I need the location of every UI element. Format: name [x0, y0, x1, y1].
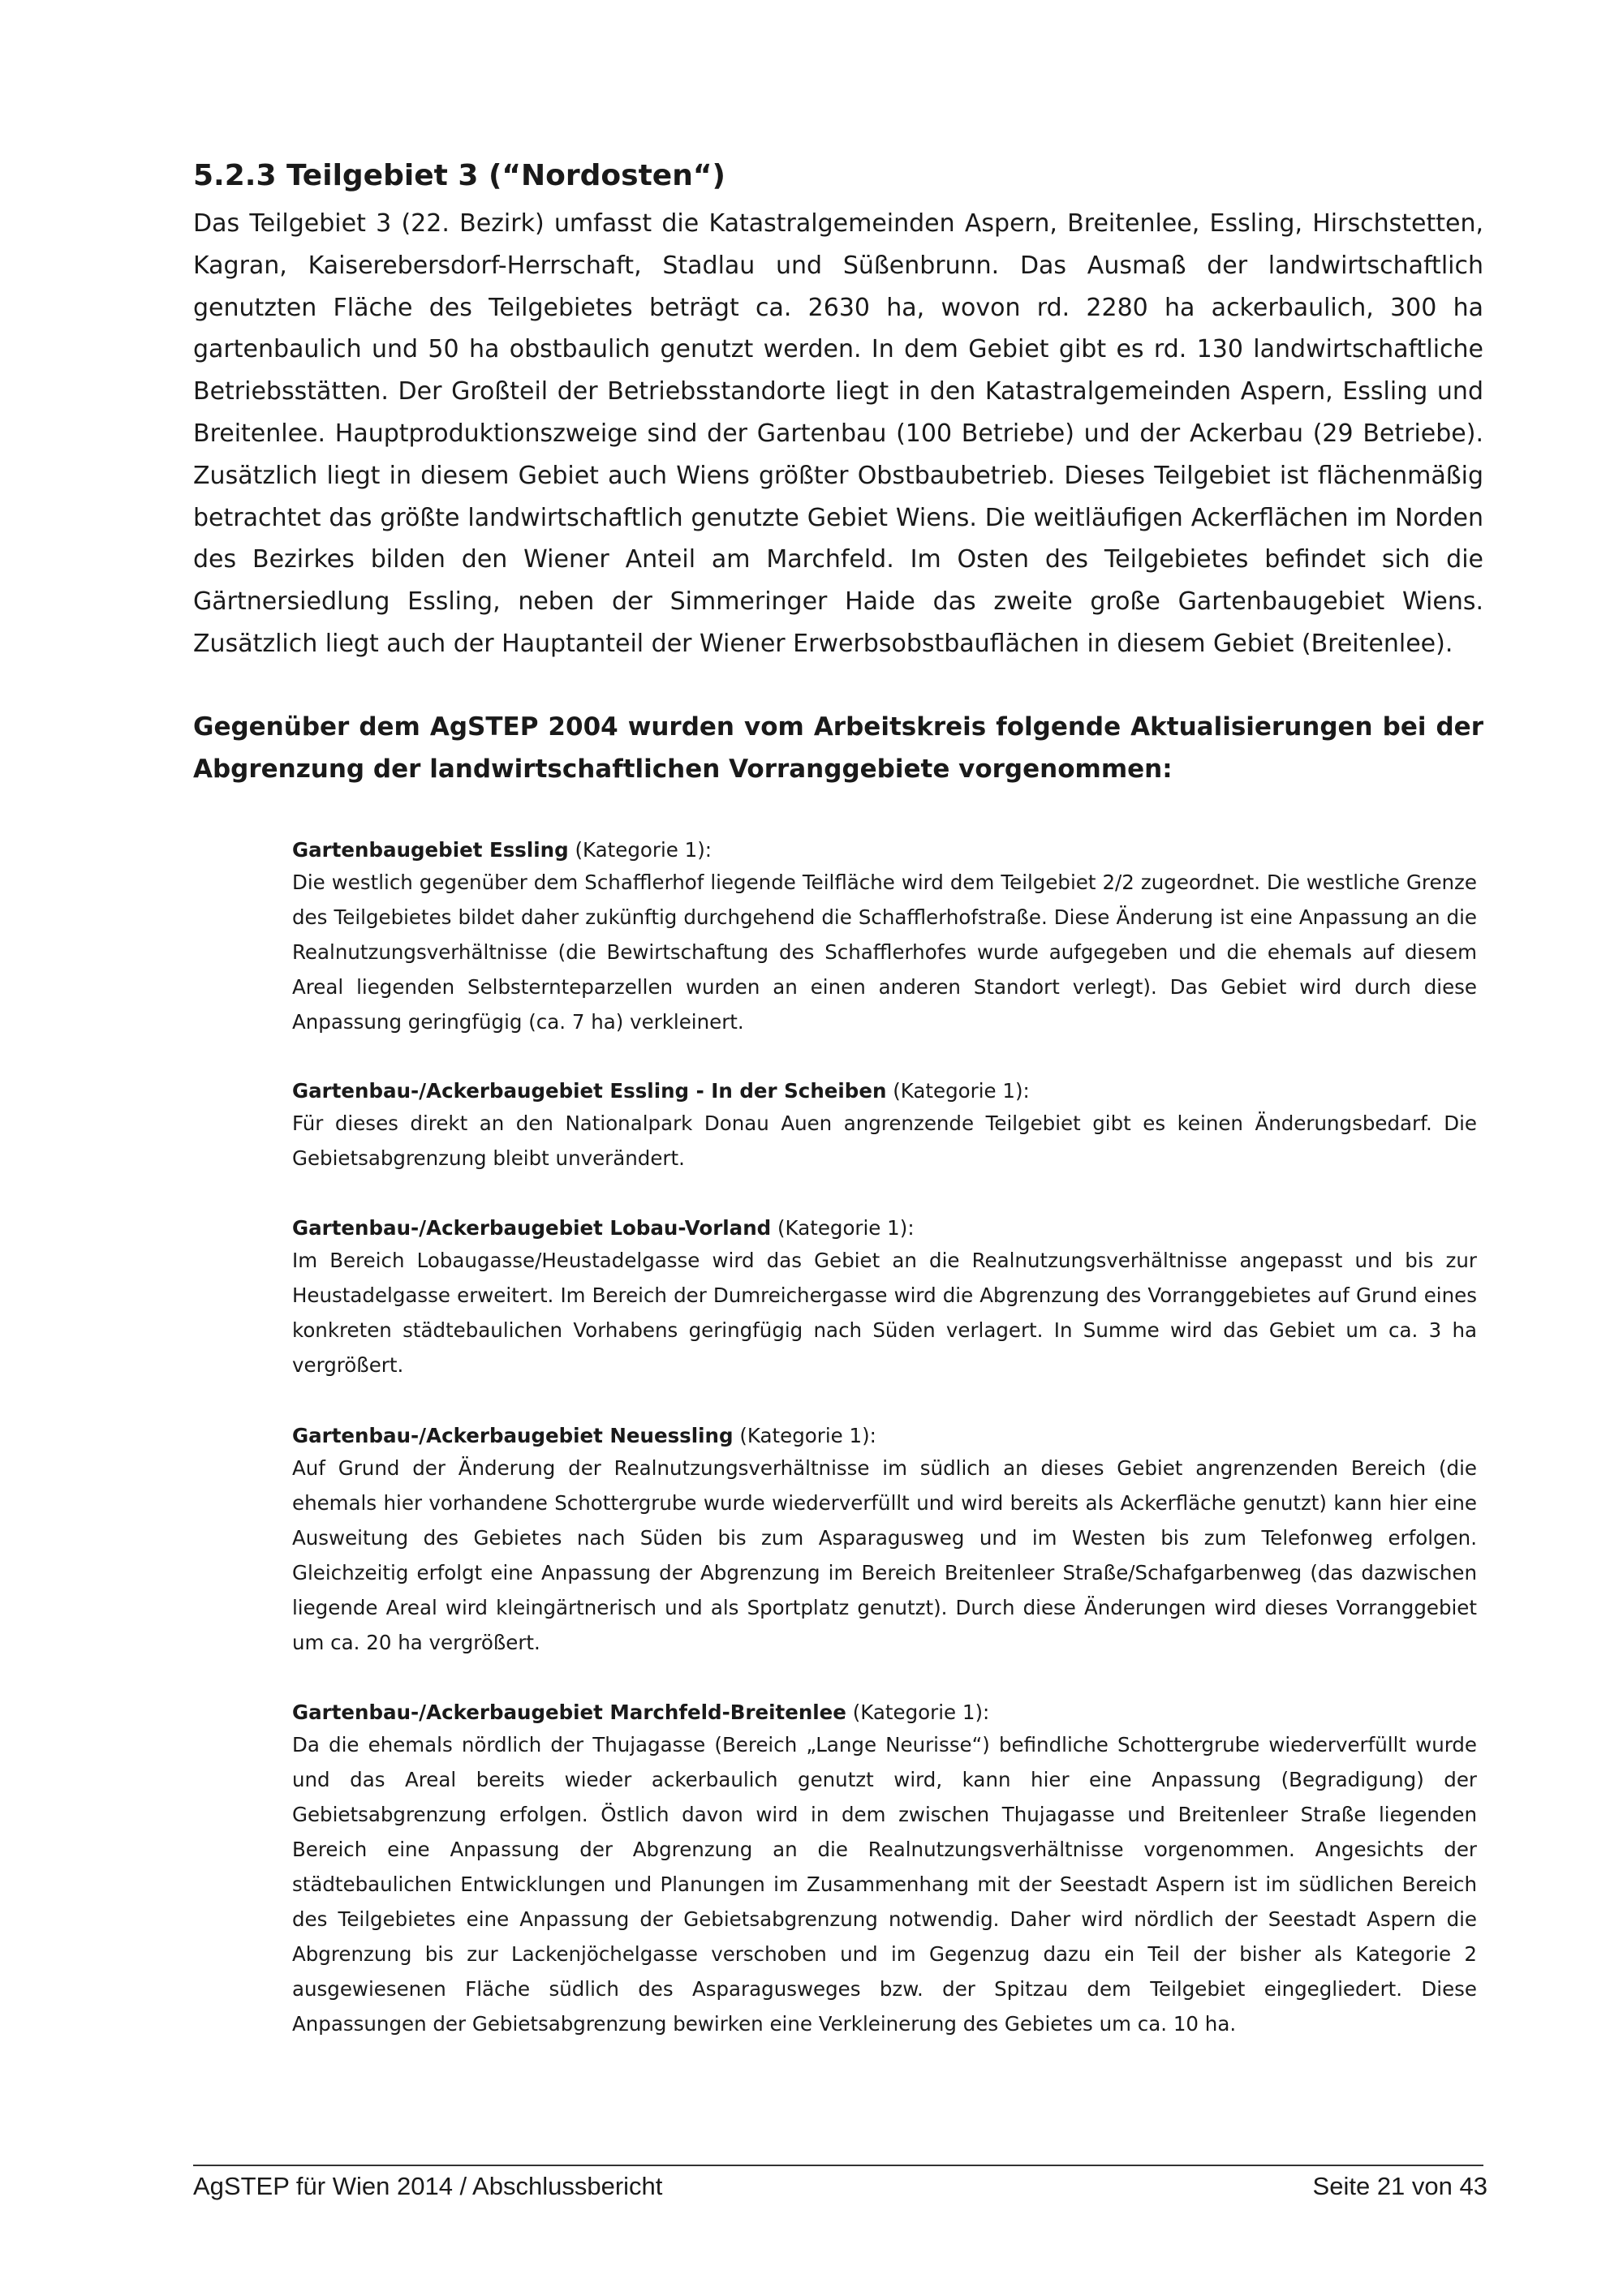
section-title [292, 1698, 1477, 1727]
footer-page-number: Seite 21 von 43 [1312, 2172, 1487, 2200]
section-category: (Kategorie 1): [852, 1701, 990, 1724]
section-title-name: Gartenbau-/Ackerbaugebiet Marchfeld-Breitenlee [292, 1701, 846, 1724]
section-text: Auf Grund der Änderung der Realnutzungsverhältnisse im südlich an dieses Gebiet angrenzenden Bereich (die ehemals hier vorhandene Schottergrube wurde wiederverfüllt und wird bereits als Ackerfläche genutzt) kann hier eine Ausweitung des Gebietes nach Süden bis zum Asparagusweg und im Westen bis zum Telefonweg erfolgen. Gleichzeitig erfolgt eine Anpassung der Abgrenzung im Bereich Breitenleer Straße/Schafgarbenweg (das dazwischen liegende Areal wird kleingärtnerisch und als Sportplatz genutzt). Durch diese Änderungen wird dieses Vorranggebiet um ca. 20 ha vergrößert. [292, 1456, 1477, 1654]
section-essling [292, 836, 1477, 1039]
section-text: Da die ehemals nördlich der Thujagasse (Bereich „Lange Neurisse“) befindliche Schottergrube wiederverfüllt wurde und das Areal bereits wieder ackerbaulich genutzt wird, kann hier eine Anpassung (Begradigung) der Gebietsabgrenzung erfolgen. Östlich davon wird in dem zwischen Thujagasse und Breitenleer Straße liegenden Bereich eine Anpassung der Abgrenzung an die Realnutzungsverhältnisse vorgenommen. Angesichts der städtebaulichen Entwicklungen und Planungen im Zusammenhang mit der Seestadt Aspern ist im südlichen Bereich des Teilgebietes eine Anpassung der Gebietsabgrenzung notwendig. Daher wird nördlich der Seestadt Aspern die Abgrenzung bis zur Lackenjöchelgasse verschoben und im Gegenzug dazu ein Teil der bisher als Kategorie 2 ausgewiesenen Fläche südlich des Asparagusweges bzw. der Spitzau dem Teilgebiet eingegliedert. Diese Anpassungen der Gebietsabgrenzung bewirken eine Verkleinerung des Gebietes um ca. 10 ha. [292, 1733, 1477, 2036]
section-category: (Kategorie 1): [575, 838, 712, 862]
footer-divider [193, 2165, 1483, 2166]
section-title [292, 1077, 1477, 1106]
section-title [292, 1214, 1477, 1243]
section-title [292, 1421, 1477, 1451]
footer-report-title: AgSTEP für Wien 2014 / Abschlussbericht [193, 2172, 663, 2200]
section-title-name: Gartenbau-/Ackerbaugebiet Neuessling [292, 1424, 734, 1447]
section-marchfeld-breitenlee [292, 1698, 1477, 2041]
summary-paragraph: Gegenüber dem AgSTEP 2004 wurden vom Arbeitskreis folgende Aktualisierungen bei der Abgrenzung der landwirtschaftlichen Vorranggebiete vorgenommen: [193, 712, 1483, 784]
section-essling-scheiben [292, 1077, 1477, 1176]
section-lobau-vorland [292, 1214, 1477, 1382]
section-title-name: Gartenbau-/Ackerbaugebiet Lobau-Vorland [292, 1216, 772, 1240]
section-text: Für dieses direkt an den Nationalpark Donau Auen angrenzende Teilgebiet gibt es keinen Änderungsbedarf. Die Gebietsabgrenzung bleibt unverändert. [292, 1111, 1477, 1170]
section-title-name: Gartenbaugebiet Essling [292, 838, 569, 862]
intro-paragraph: Das Teilgebiet 3 (22. Bezirk) umfasst die Katastralgemeinden Aspern, Breitenlee, Essling, Hirschstetten, Kagran, Kaiserebersdorf-Herrschaft, Stadlau und Süßenbrunn. Das Ausmaß der landwirtschaftlich genutzten Fläche des Teilgebietes beträgt ca. 2630 ha, wovon rd. 2280 ha ackerbaulich, 300 ha gartenbaulich und 50 ha obstbaulich genutzt werden. In dem Gebiet gibt es rd. 130 landwirtschaftliche Betriebsstätten. Der Großteil der Betriebsstandorte liegt in den Katastralgemeinden Aspern, Essling und Breitenlee. Hauptproduktionszweige sind der Gartenbau (100 Betriebe) und der Ackerbau (29 Betriebe). Zusätzlich liegt in diesem Gebiet auch Wiens größter Obstbaubetrieb. Dieses Teilgebiet ist flächenmäßig betrachtet das größte landwirtschaftlich genutzte Gebiet Wiens. Die weitläufigen Ackerflächen im Norden des Bezirkes bilden den Wiener Anteil am Marchfeld. Im Osten des Teilgebietes befindet sich die Gärtnersiedlung Essling, neben der Simmeringer Haide das zweite große Gartenbaugebiet Wiens. Zusätzlich liegt auch der Hauptanteil der Wiener Erwerbsobstbauflächen in diesem Gebiet (Breitenlee). [193, 209, 1483, 658]
section-title-name: Gartenbau-/Ackerbaugebiet Essling - In der Scheiben [292, 1079, 887, 1103]
section-category: (Kategorie 1): [893, 1079, 1030, 1103]
section-category: (Kategorie 1): [739, 1424, 876, 1447]
section-heading: 5.2.3 Teilgebiet 3 (“Nordosten“) [193, 159, 725, 192]
section-title [292, 836, 1477, 865]
section-neuessling [292, 1421, 1477, 1660]
section-text: Die westlich gegenüber dem Schafflerhof liegende Teilfläche wird dem Teilgebiet 2/2 zugeordnet. Die westliche Grenze des Teilgebietes bildet daher zukünftig durchgehend die Schafflerhofstraße. Diese Änderung ist eine Anpassung an die Realnutzungsverhältnisse (die Bewirtschaftung des Schafflerhofes wurde aufgegeben und die ehemals auf diesem Areal liegenden Selbsternteparzellen wurden an einen anderen Standort verlegt). Das Gebiet wird durch diese Anpassung geringfügig (ca. 7 ha) verkleinert. [292, 871, 1477, 1034]
section-text: Im Bereich Lobaugasse/Heustadelgasse wird das Gebiet an die Realnutzungsverhältnisse angepasst und bis zur Heustadelgasse erweitert. Im Bereich der Dumreichergasse wird die Abgrenzung des Vorranggebietes auf Grund eines konkreten städtebaulichen Vorhabens geringfügig nach Süden verlagert. In Summe wird das Gebiet um ca. 3 ha vergrößert. [292, 1249, 1477, 1377]
section-category: (Kategorie 1): [777, 1216, 915, 1240]
